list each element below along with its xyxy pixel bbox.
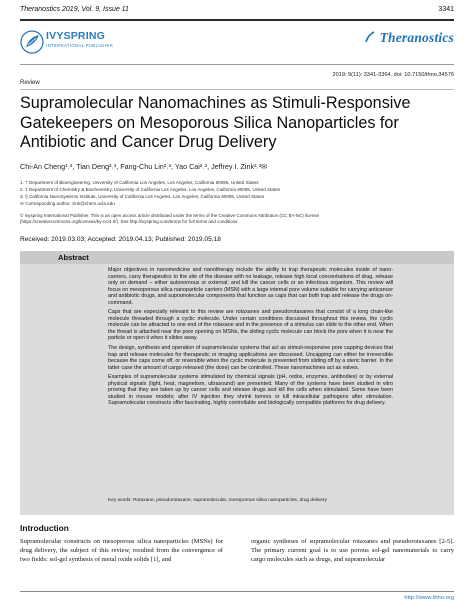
affiliation-3: 3. § California NanoSystems Institute, University of California Los Angeles, Los Angeles, California 90095, United States: [20, 194, 265, 200]
abstract-paragraph: Caps that are especially relevant to this review are rotaxanes and pseudorotaxanes that consist of a long chain-like molecule threaded through a cyclic molecule. Under certain conditions discussed throughout this review, the cyclic molecule can be attracted to one end of the rotaxane and in the presence of a stimulus can slide to the other end. When the thread is attached near the pore opening on MSNs, the sliding cyclic molecule can block the pore when it is near the particle or open it when it slides away.: [108, 309, 393, 342]
journal-issue: Theranostics 2019, Vol. 9, Issue 11: [20, 6, 129, 13]
footer-rule: [20, 591, 454, 592]
copyright-line-2: (https://creativecommons.org/licenses/by-nc/4.0/). See http://ivyspring.com/terms for full terms and conditions.: [20, 219, 239, 225]
header-rule: [20, 19, 454, 21]
journal-url-link[interactable]: http://www.thno.org: [404, 595, 454, 601]
abstract-paragraph: Major objectives in nanomedicine and nanotherapy include the ability to trap therapeutic molecules inside of nano-carriers, carry therapeutics to the site of the disease with no leakage, release high local concentrations of drug, release only on demand – either autonomous or external; and kill the cancer cells or an infectious organism. This review will focus on mesoporous silica nanoparticle carriers (MSN) with a large internal pore volume suitable for carrying anticancer and antibiotic drugs, and supramolecular components that function as caps that can both trap and release the drugs on-command.: [108, 267, 393, 306]
copyright-notice: [20, 213, 456, 226]
affiliation-2: 2. ‡ Department of Chemistry & Biochemistry, University of California Los Angeles, Los Angeles, California 90095, United States: [20, 187, 281, 193]
abstract-paragraph: The design, synthesis and operation of supramolecular systems that act as stimuli-responsive pore capping devices that trap and release molecules for therapeutic or imaging applications are discussed. Uncapping can either be irreversible because the caps come off, or reversible when the cyclic molecule is prevented from sliding off by a steric barrier. In the latter case the amount of cargo released (the dose) can be controlled. These nanomachines act as valves.: [108, 345, 393, 371]
paper-title: Supramolecular Nanomachines as Stimuli-Responsive Gatekeepers on Mesoporous Silica Nanoparticles for Antibiotic and Cancer Drug Delivery: [20, 94, 411, 151]
article-dates: Received: 2019.03.03; Accepted: 2019.04.13; Published: 2019.05.18: [20, 236, 221, 243]
copyright-line-1: © Ivyspring International Publisher. This is an open access article distributed under the terms of the Creative Commons Attribution (CC BY-NC) license: [20, 213, 319, 218]
logo-rule: [20, 64, 454, 65]
ivyspring-logo: [20, 28, 140, 60]
intro-column-right: organic syntheses of supramolecular rotaxanes and pseudorotaxanes [2-5]. The primary current goal is to use porous sol-gel nanomaterials to carry cargo molecules such as drugs, and supramolecular: [251, 538, 454, 563]
type-rule: [20, 89, 454, 90]
theranostics-name: Theranostics: [379, 30, 454, 45]
article-type: Review: [20, 80, 40, 86]
keywords: [108, 498, 438, 503]
author-list: Chi-An Cheng¹˒², Tian Deng²˒³, Fang-Chu Lin²˒³, Yao Cai²˒³, Jeffrey I. Zink²˒³✉: [20, 162, 268, 171]
citation: 2019; 9(11): 3341-3364. doi: 10.7150/thno.34576: [332, 72, 454, 78]
abstract-paragraph: Examples of supramolecular systems stimulated by chemical signals (pH, redox, enzymes, antibodies) or by external physical signals (light, heat, magnetism, ultrasound) are presented. Many of the systems have been studied in vitro proving that they are taken up by cancer cells and release drugs and kill the cells when stimulated. Some have been studied in mouse models; after IV injection they shrink tumors or kill intracellular pathogens after stimulation. Supramolecular constructs offer fascinating, highly controllable and biologically compatible platforms for drug delivery.: [108, 374, 393, 407]
ivyspring-leaf-icon: [20, 30, 44, 54]
affiliation-1: 1. † Department of Bioengineering, University of California Los Angeles, Los Angeles, California 90095, United States: [20, 180, 259, 185]
keywords-label: Key words:: [108, 498, 132, 503]
abstract-header: [20, 251, 454, 264]
introduction-heading: Introduction: [20, 523, 69, 533]
theranostics-logo: [314, 29, 454, 53]
intro-column-left: Supramolecular constructs on mesoporous silica nanoparticles (MSNs) for drug delivery, the subject of this review, resulted from the convergence of two fields: sol-gel synthesis of metal oxide solids [1], and: [20, 538, 223, 563]
keywords-list: Rotaxane, pseudorotaxane, supramolecular, mesoporous silica nanoparticles, drug delivery: [133, 498, 327, 503]
abstract-box: [20, 251, 454, 515]
affiliations: [20, 179, 280, 201]
corresponding-author: ✉ Corresponding author: zink@chem.ucla.edu: [20, 201, 115, 206]
ivyspring-subtitle: INTERNATIONAL PUBLISHER: [46, 43, 114, 48]
theranostics-swoosh-icon: [365, 31, 375, 43]
ivyspring-name: IVYSPRING: [46, 30, 105, 42]
abstract-heading: Abstract: [58, 253, 89, 262]
abstract-body: [108, 267, 393, 410]
running-header: [20, 6, 454, 18]
page-number: 3341: [438, 6, 454, 13]
